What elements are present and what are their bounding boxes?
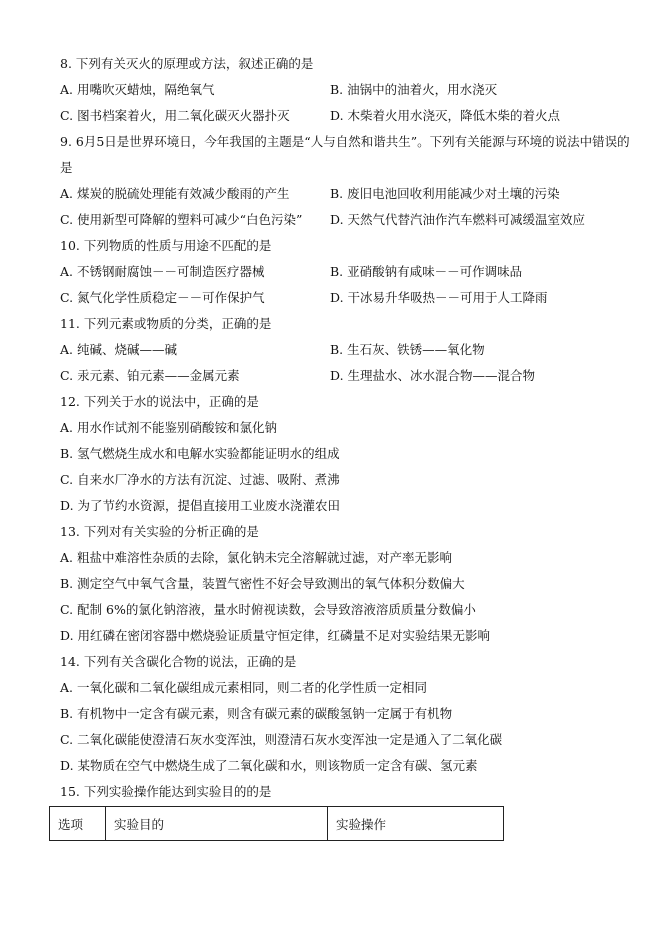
table-header-purpose: 实验目的 xyxy=(106,807,328,841)
question-12-option-d: D. 为了节约水资源，提倡直接用工业废水浇灌农田 xyxy=(60,498,341,513)
question-9-option-b: B. 废旧电池回收利用能减少对土壤的污染 xyxy=(330,186,560,201)
question-14-option-d: D. 某物质在空气中燃烧生成了二氧化碳和水，则该物质一定含有碳、氢元素 xyxy=(60,758,478,773)
question-12-option-b: B. 氢气燃烧生成水和电解水实验都能证明水的组成 xyxy=(60,446,340,461)
question-14-stem: 14. 下列有关含碳化合物的说法，正确的是 xyxy=(60,654,297,669)
question-14-option-b: B. 有机物中一定含有碳元素，则含有碳元素的碳酸氢钠一定属于有机物 xyxy=(60,706,453,721)
question-8-option-a: A. 用嘴吹灭蜡烛，隔绝氧气 xyxy=(60,82,215,97)
question-11-option-c: C. 汞元素、铂元素——金属元素 xyxy=(60,368,240,383)
table-header-row xyxy=(50,807,504,841)
question-12-option-c: C. 自来水厂净水的方法有沉淀、过滤、吸附、煮沸 xyxy=(60,472,340,487)
table-header-operation: 实验操作 xyxy=(328,807,504,841)
question-12-option-a: A. 用水作试剂不能鉴别硝酸铵和氯化钠 xyxy=(60,420,277,435)
question-13-option-d: D. 用红磷在密闭容器中燃烧验证质量守恒定律，红磷量不足对实验结果无影响 xyxy=(60,628,491,643)
question-10-stem: 10. 下列物质的性质与用途不匹配的是 xyxy=(60,238,272,253)
question-11-option-b: B. 生石灰、铁锈——氧化物 xyxy=(330,342,485,357)
question-12-stem: 12. 下列关于水的说法中，正确的是 xyxy=(60,394,259,409)
question-8-option-c: C. 图书档案着火，用二氧化碳灭火器扑灭 xyxy=(60,108,290,123)
question-11-stem: 11. 下列元素或物质的分类，正确的是 xyxy=(60,316,272,331)
question-9-option-d: D. 天然气代替汽油作汽车燃料可减缓温室效应 xyxy=(330,212,586,227)
question-13-option-b: B. 测定空气中氧气含量，装置气密性不好会导致测出的氧气体积分数偏大 xyxy=(60,576,465,591)
question-11-option-d: D. 生理盐水、冰水混合物——混合物 xyxy=(330,368,536,383)
question-13-option-c: C. 配制 6%的氯化钠溶液，量水时俯视读数，会导致溶液溶质质量分数偏小 xyxy=(60,602,476,617)
question-10-option-a: A. 不锈钢耐腐蚀－－可制造医疗器械 xyxy=(60,264,265,279)
question-10-option-d: D. 干冰易升华吸热－－可用于人工降雨 xyxy=(330,290,548,305)
question-9-option-a: A. 煤炭的脱硫处理能有效减少酸雨的产生 xyxy=(60,186,290,201)
question-10-option-c: C. 氮气化学性质稳定－－可作保护气 xyxy=(60,290,265,305)
question-14-option-c: C. 二氧化碳能使澄清石灰水变浑浊，则澄清石灰水变浑浊一定是通入了二氧化碳 xyxy=(60,732,503,747)
question-14-option-a: A. 一氧化碳和二氧化碳组成元素相同，则二者的化学性质一定相同 xyxy=(60,680,427,695)
question-8-option-d: D. 木柴着火用水浇灭，降低木柴的着火点 xyxy=(330,108,561,123)
question-9-stem-continued: 是 xyxy=(60,160,73,175)
question-9-option-c: C. 使用新型可降解的塑料可减少“白色污染” xyxy=(60,212,303,227)
question-13-stem: 13. 下列对有关实验的分析正确的是 xyxy=(60,524,259,539)
question-11-option-a: A. 纯碱、烧碱——碱 xyxy=(60,342,177,357)
question-9-stem: 9. 6月5日是世界环境日，今年我国的主题是“人与自然和谐共生”。下列有关能源与环境的说法中错误的 xyxy=(60,134,630,149)
table-header-option: 选项 xyxy=(50,807,106,841)
question-8-option-b: B. 油锅中的油着火，用水浇灭 xyxy=(330,82,498,97)
experiment-table xyxy=(49,806,504,841)
question-8-stem: 8. 下列有关灭火的原理或方法，叙述正确的是 xyxy=(60,56,314,71)
question-15-stem: 15. 下列实验操作能达到实验目的的是 xyxy=(60,784,272,799)
question-13-option-a: A. 粗盐中难溶性杂质的去除，氯化钠未完全溶解就过滤，对产率无影响 xyxy=(60,550,452,565)
question-10-option-b: B. 亚硝酸钠有咸味－－可作调味品 xyxy=(330,264,523,279)
